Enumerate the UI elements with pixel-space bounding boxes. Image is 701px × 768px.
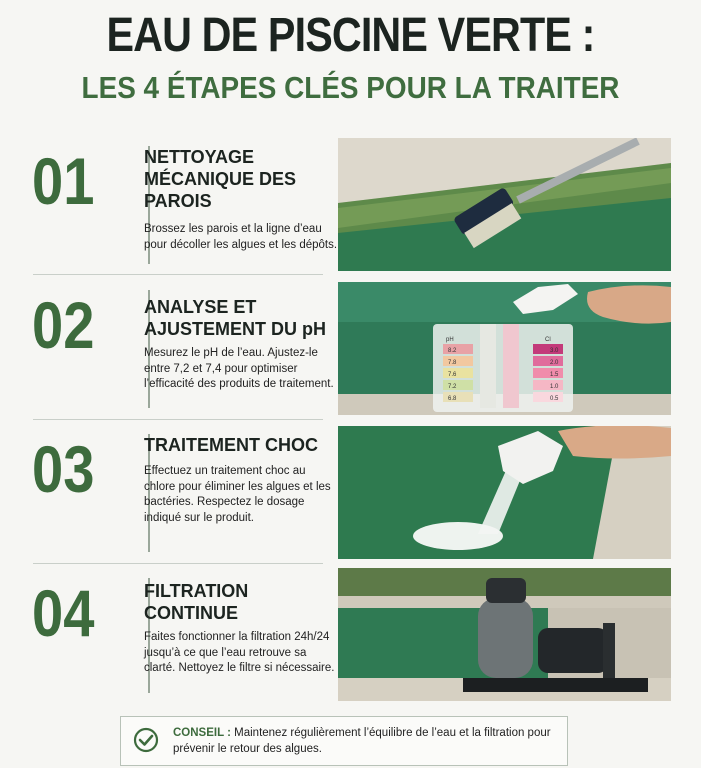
ph-value: 8.2 bbox=[448, 348, 457, 354]
separator bbox=[33, 274, 323, 275]
ph-value: 7.2 bbox=[448, 384, 457, 390]
cl-value: 1.0 bbox=[550, 384, 559, 390]
step-3 bbox=[30, 426, 672, 561]
step-4 bbox=[30, 568, 672, 703]
separator bbox=[33, 419, 323, 420]
step-2 bbox=[30, 282, 672, 417]
tip-body: Maintenez régulièrement l’équilibre de l’eau et la filtration pour prévenir le retour des algues. bbox=[173, 727, 551, 755]
tip-box bbox=[120, 716, 568, 766]
page-title: EAU DE PISCINE VERTE : bbox=[106, 9, 595, 62]
cl-value: 3.0 bbox=[550, 348, 559, 354]
step-number: 01 bbox=[32, 144, 95, 218]
tip-label: CONSEIL : bbox=[173, 727, 231, 739]
test-kit-cl-header: Cl bbox=[545, 337, 551, 343]
step-1 bbox=[30, 138, 672, 273]
step-title: TRAITEMENT CHOC bbox=[144, 435, 318, 455]
photo-ph-test bbox=[338, 282, 671, 415]
step-description: Mesurez le pH de l’eau. Ajustez-le entre 7,2 et 7,4 pour optimiser l’efficacité des produits de traitement. bbox=[144, 347, 334, 390]
step-number: 02 bbox=[32, 288, 95, 362]
photo-brushing-wall bbox=[338, 138, 671, 271]
ph-value: 7.6 bbox=[448, 372, 457, 378]
cl-value: 1.5 bbox=[550, 372, 559, 378]
step-title: ANALYSE ET AJUSTEMENT DU pH bbox=[144, 297, 327, 339]
photo-shock-treatment bbox=[338, 426, 671, 559]
step-title: NETTOYAGE MÉCANIQUE DES PAROIS bbox=[144, 147, 297, 211]
step-description: Faites fonctionner la filtration 24h/24 jusqu’à ce que l’eau retrouve sa clarté. Nettoyez le filtre si nécessaire. bbox=[144, 631, 335, 674]
tip-text bbox=[173, 725, 563, 757]
separator bbox=[33, 563, 323, 564]
step-number: 03 bbox=[32, 432, 95, 506]
check-circle-icon bbox=[133, 727, 159, 753]
test-kit-ph-header: pH bbox=[446, 337, 454, 343]
cl-value: 2.0 bbox=[550, 360, 559, 366]
photo-filtration-pump bbox=[338, 568, 671, 701]
cl-value: 0.5 bbox=[550, 396, 559, 402]
page-subtitle: LES 4 ÉTAPES CLÉS POUR LA TRAITER bbox=[81, 70, 620, 105]
ph-value: 7.8 bbox=[448, 360, 457, 366]
step-description: Effectuez un traitement choc au chlore pour éliminer les algues et les bactéries. Respectez le dosage indiqué sur le produit. bbox=[144, 465, 331, 524]
step-number: 04 bbox=[32, 576, 95, 650]
step-title: FILTRATION CONTINUE bbox=[144, 581, 249, 623]
step-description: Brossez les parois et la ligne d’eau pour décoller les algues et les dépôts. bbox=[144, 223, 338, 251]
ph-value: 6.8 bbox=[448, 396, 457, 402]
